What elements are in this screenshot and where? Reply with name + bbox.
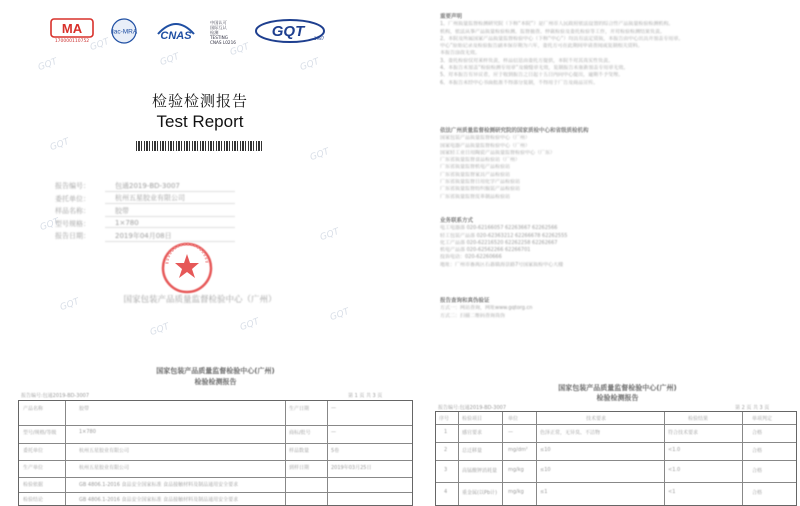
field-label: 委托单位： (55, 194, 90, 203)
gqt-watermark: GQT (148, 321, 171, 339)
table-cell: 3 (444, 467, 448, 473)
official-seal-stamp (145, 240, 229, 300)
cell-label: 商标/批号 (289, 430, 311, 436)
gqt-watermark: GQT (328, 306, 351, 324)
table-cell: 合格 (752, 468, 763, 474)
report-number: 报告编号:包通2019-BD-3007 (21, 393, 90, 399)
field-row (55, 193, 235, 206)
title-english: Test Report (156, 112, 244, 131)
cell-label: 生产日期 (289, 406, 310, 412)
cell-label: 型号/规格/等级 (23, 430, 57, 436)
cnas-logo (154, 18, 198, 44)
text-line: 机构，依法从事产品质量检验检测、监督抽查、仲裁检验及委托检验等工作，并对检验检测结果负责。 (440, 28, 666, 35)
text-line: 轻工包装产品部 020-62363212 62266678 62262555 (440, 232, 568, 239)
column-header: 检验结果 (688, 416, 709, 422)
field-value: 1×780 (105, 219, 235, 228)
gqt-logo (254, 18, 326, 44)
verification-section (440, 298, 780, 320)
cell-label: 到样日期 (289, 465, 310, 471)
cell-value: 杭州五星胶业有限公司 (79, 465, 130, 471)
page-number: 第 1 页 共 3 页 (348, 393, 383, 399)
cell-label: 生产单位 (23, 465, 44, 471)
table-cell: ≤10 (540, 467, 551, 473)
text-line: 广东省质量监督皮革制品检验站 (440, 193, 511, 200)
text-line: 6、本报告未经中心书面批准不得部分复制，不得用于广告及商品宣传。 (440, 79, 599, 86)
report-info-page (18, 360, 413, 506)
table-cell: 总迁移量 (462, 448, 483, 454)
table-cell: — (508, 429, 513, 435)
gqt-watermark: GQT (238, 316, 261, 334)
text-line: 4、本报告未加盖“检验检测专用章”及骑缝章无效，复制报告未重新加盖专用章无效。 (440, 65, 629, 72)
table-cell: 2 (444, 447, 448, 453)
text-line: 方式一：网站查询，网址www.gqtorg.cn (440, 305, 533, 312)
gqt-watermark: GQT (318, 226, 341, 244)
table-cell: 合格 (752, 430, 763, 436)
report-number: 报告编号:包通2019-BD-3007 (438, 405, 507, 411)
cell-value: 杭州五星胶业有限公司 (79, 448, 130, 454)
text-line: 投诉电话：020-62260666 (440, 254, 502, 261)
section-heading: 报告查询和真伪验证 (440, 298, 490, 304)
text-line: 电工电器部 020-62166057 62263667 62262566 (440, 225, 558, 232)
table-cell: 感官要求 (462, 430, 483, 436)
table-cell: <1.0 (668, 447, 681, 453)
column-header: 单项判定 (752, 416, 773, 422)
gqt-watermark: GQT (228, 41, 251, 59)
gqt-watermark: GQT (88, 36, 111, 54)
table-cell: mg/kg (508, 489, 524, 495)
cell-value: 5卷 (331, 448, 340, 454)
gqt-watermark: GQT (158, 51, 181, 69)
cell-label: 检验依据 (23, 482, 44, 488)
gqt-watermark: GQT (36, 56, 59, 74)
column-header: 技术要求 (586, 416, 607, 422)
affiliated-centers-section (440, 128, 780, 201)
text-line: 国家电器产品质量监督检验中心（广州） (440, 142, 531, 149)
cell-value: — (331, 429, 336, 435)
barcode (136, 141, 264, 151)
accreditation-logos (50, 18, 370, 50)
gqt-watermark: GQT (298, 56, 321, 74)
text-line: 地址：广州市番禺区石碁镇海景路7号国家质检中心大楼 (440, 261, 564, 268)
text-line: 广东省质量监督机电产品检验站 (440, 164, 511, 171)
text-line: 化工产品部 020-62216520 62262258 62262667 (440, 239, 558, 246)
ilac-mra-logo (104, 18, 144, 44)
field-label: 报告日期： (55, 232, 90, 241)
column-header: 检验项目 (462, 416, 483, 422)
field-value: 2019年04月08日 (105, 231, 235, 242)
table-cell: 重金属(以Pb计) (462, 490, 498, 496)
table-cell: ≤10 (540, 447, 551, 453)
text-line: 方式二：扫描二维码查询真伪 (440, 312, 506, 319)
svg-text:TESTING: TESTING (210, 35, 229, 40)
cover-fields (55, 180, 235, 243)
table-cell: 1 (444, 429, 448, 435)
contact-section (440, 218, 780, 269)
table-cell: mg/kg (508, 467, 524, 473)
text-line: 广东省质量监督家具产品检验站 (440, 171, 511, 178)
section-heading: 依法广州质量监督检测研究院的国家质检中心和省级质检机构 (440, 128, 589, 134)
cell-label: 样品数量 (289, 448, 310, 454)
gqt-watermark: GQT (58, 296, 81, 314)
table-cell: <1 (668, 489, 676, 495)
title-chinese: 检验检测报告 (151, 92, 248, 110)
svg-text:国际互认: 国际互认 (210, 25, 227, 30)
cell-value: GB 4806.1-2016 食品安全国家标准 食品接触材料及制品通用安全要求 (79, 497, 239, 503)
table-cell: 合格 (752, 490, 763, 496)
svg-text:检测: 检测 (210, 30, 219, 35)
table-cell: ≤1 (540, 489, 548, 495)
report-page-subtitle: 检验检测报告 (596, 394, 639, 402)
text-line: 广东省质量监督日用化学产品检验站 (440, 179, 521, 186)
svg-text:GQT: GQT (271, 23, 305, 40)
field-row (55, 218, 235, 231)
svg-text:CNAS L0216: CNAS L0216 (210, 40, 236, 45)
test-results-page (435, 375, 800, 506)
text-line: 3、委托检验仅对来样负责，样品信息由委托方提供，本院不对其真实性负责。 (440, 57, 614, 64)
cell-value: 2019年03月25日 (331, 465, 372, 471)
table-cell: <1.0 (668, 467, 681, 473)
field-value: 胶带 (105, 206, 235, 217)
table-cell: mg/dm² (508, 447, 528, 453)
svg-text:CNAS: CNAS (160, 30, 192, 42)
report-page-title: 国家包装产品质量监督检验中心(广州) (156, 367, 275, 375)
report-page-subtitle: 检验检测报告 (194, 378, 237, 386)
cell-label: 产品名称 (23, 406, 44, 412)
table-cell: 合格 (752, 448, 763, 454)
cma-number: 170000110752 (54, 39, 90, 44)
test-results-table (435, 411, 797, 506)
gqt-year: 1987 (314, 36, 325, 41)
cell-value: 胶带 (79, 406, 90, 412)
table-cell: 符合技术要求 (668, 430, 699, 436)
svg-text:MA: MA (61, 21, 83, 36)
text-line: 广东省质量监督纺织服装产品检验站 (440, 186, 521, 193)
column-header: 单位 (508, 416, 519, 422)
issuing-center: 国家包装产品质量监督检验中心（广州） (123, 295, 277, 305)
field-label: 型号规格： (55, 219, 90, 228)
section-heading: 业务联系方式 (440, 218, 474, 224)
cell-value: 1×780 (79, 429, 96, 435)
field-row (55, 205, 235, 218)
field-value: 包通2019-BD-3007 (105, 181, 235, 192)
report-page-title: 国家包装产品质量监督检验中心(广州) (558, 384, 677, 392)
declaration-page (415, 0, 800, 320)
field-row (55, 180, 235, 193)
text-line: 机电产品部 020-62562266 62266701 (440, 247, 531, 254)
text-line: 5、对本报告有异议者，应于收到报告之日起十五日内向中心提出，逾期不予受理。 (440, 72, 624, 79)
section-heading: 重要声明 (440, 14, 463, 20)
text-line: 2、本院及所属国家产品质量监督检验中心（下称“中心”）均具有法定资质，本报告由中心出具并加盖专用章。 (440, 35, 684, 42)
gqt-watermark: GQT (38, 216, 61, 234)
text-line: 国家轻工业日用陶瓷产品质量监督检验中心（广东） (440, 149, 556, 156)
report-cover-page (30, 0, 370, 350)
page-number: 第 2 页 共 3 页 (735, 405, 770, 411)
cell-label: 检验结论 (23, 497, 44, 503)
table-cell: 色泽正常，无异臭、不洁物 (540, 430, 601, 436)
gqt-watermark: GQT (308, 146, 331, 164)
field-label: 报告编号： (55, 182, 90, 191)
cnas-text-block (208, 18, 244, 46)
table-cell: 4 (444, 489, 448, 495)
svg-text:ilac-MRA: ilac-MRA (110, 28, 138, 36)
text-line: 本报告涂改无效。 (440, 50, 481, 57)
cell-label: 委托单位 (23, 448, 44, 454)
svg-text:中国认可: 中国认可 (210, 20, 227, 25)
text-line: 1、广州质量监督检测研究院（下称“本院”）是广州市人民政府依法设置的综合性产品质量检验检测机构。 (440, 21, 674, 28)
cell-value: GB 4806.1-2016 食品安全国家标准 食品接触材料及制品通用安全要求 (79, 482, 239, 488)
field-value: 杭州五星胶业有限公司 (105, 193, 235, 204)
gqt-watermark: GQT (48, 136, 71, 154)
table-cell: 高锰酸钾消耗量 (462, 468, 498, 474)
text-line: 中心”原始记录及检验报告副本保存期为六年，委托方可在此期间申请查阅或复制相关资料。 (440, 43, 643, 50)
cma-logo (50, 18, 94, 44)
text-line: 广东省质量监督食品检验站（广州） (440, 157, 521, 164)
column-header: 序号 (439, 416, 450, 422)
cell-value: — (331, 405, 336, 411)
text-line: 国家包装产品质量监督检验中心（广州） (440, 135, 531, 142)
field-label: 样品名称： (55, 207, 90, 216)
important-statement-section (440, 14, 780, 87)
report-info-table (18, 400, 413, 506)
